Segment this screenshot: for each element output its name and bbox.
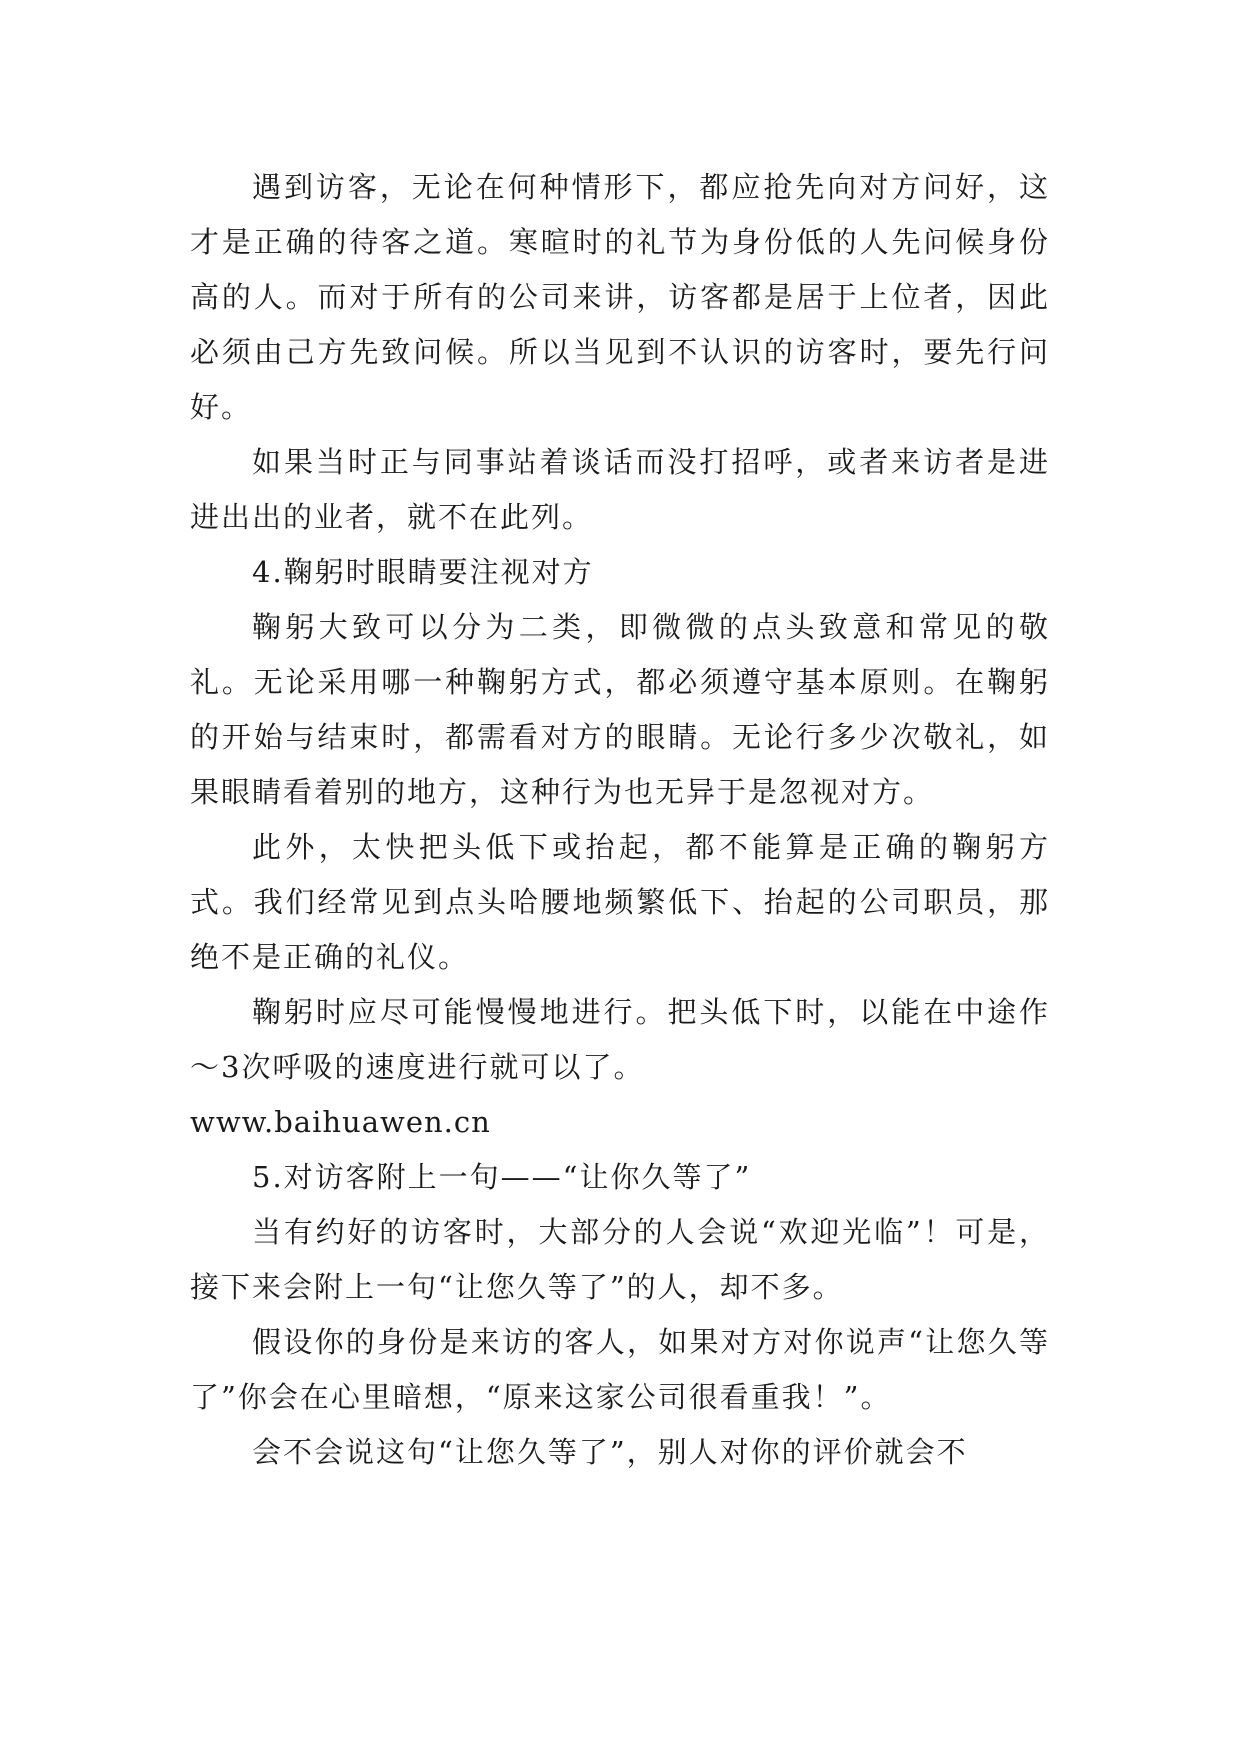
paragraph-bow-types: 鞠躬大致可以分为二类，即微微的点头致意和常见的敬礼。无论采用哪一种鞠躬方式，都必须遵守基本原则。在鞠躬的开始与结束时，都需看对方的眼睛。无论行多少次敬礼，如果眼睛看着别的地方，这种行为也无异于是忽视对方。: [190, 610, 1050, 809]
paragraph-bow-slowly: 鞠躬时应尽可能慢慢地进行。把头低下时，以能在中途作～3次呼吸的速度进行就可以了。: [190, 995, 1050, 1084]
document-body: [190, 160, 1050, 1480]
paragraph-guest-perspective: 假设你的身份是来访的客人，如果对方对你说声“让您久等了”你会在心里暗想，“原来这家公司很看重我！”。: [190, 1325, 1050, 1414]
paragraph-exception: 如果当时正与同事站着谈话而没打招呼，或者来访者是进进出出的业者，就不在此列。: [190, 445, 1050, 534]
paragraph-bow-speed: 此外，太快把头低下或抬起，都不能算是正确的鞠躬方式。我们经常见到点头哈腰地频繁低下、抬起的公司职员，那绝不是正确的礼仪。: [190, 830, 1050, 974]
section-heading-bow-eye-contact: 4.鞠躬时眼睛要注视对方: [252, 555, 594, 589]
paragraph-evaluation: 会不会说这句“让您久等了”，别人对你的评价就会不: [252, 1435, 968, 1469]
section-heading-keep-waiting: 5.对访客附上一句——“让你久等了”: [252, 1160, 752, 1194]
paragraph-greeting-visitors: 遇到访客，无论在何种情形下，都应抢先向对方问好，这才是正确的待客之道。寒暄时的礼节为身份低的人先问候身份高的人。而对于所有的公司来讲，访客都是居于上位者，因此必须由己方先致问候。所以当见到不认识的访客时，要先行问好。: [190, 170, 1050, 424]
paragraph-welcome-phrase: 当有约好的访客时，大部分的人会说“欢迎光临”！可是，接下来会附上一句“让您久等了”的人，却不多。: [190, 1215, 1050, 1304]
website-watermark-text: www.baihuawen.cn: [190, 1105, 491, 1139]
